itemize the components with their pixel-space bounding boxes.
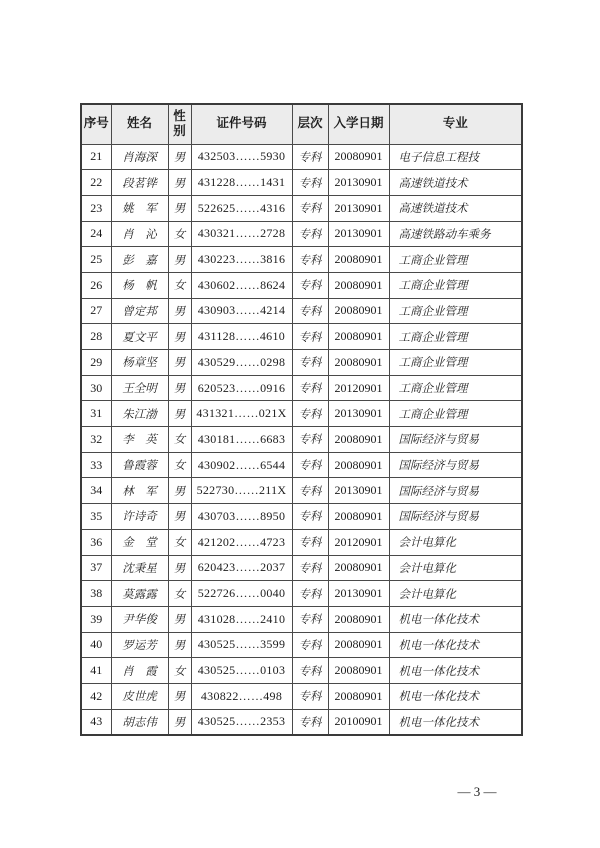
cell-level: 专科 <box>292 375 328 401</box>
cell-index: 31 <box>81 401 111 427</box>
cell-index: 37 <box>81 555 111 581</box>
cell-index: 43 <box>81 709 111 735</box>
cell-name: 胡志伟 <box>111 709 168 735</box>
cell-enroll-date: 20080901 <box>328 144 389 170</box>
cell-name: 曾定邦 <box>111 298 168 324</box>
cell-id-number: 430902……6544 <box>191 452 292 478</box>
cell-gender: 男 <box>168 298 191 324</box>
cell-index: 33 <box>81 452 111 478</box>
cell-enroll-date: 20080901 <box>328 247 389 273</box>
cell-name: 夏文平 <box>111 324 168 350</box>
cell-enroll-date: 20080901 <box>328 555 389 581</box>
cell-gender: 女 <box>168 529 191 555</box>
cell-id-number: 522625……4316 <box>191 195 292 221</box>
table-row <box>81 529 522 555</box>
cell-index: 22 <box>81 170 111 196</box>
table-body <box>81 144 522 735</box>
table-row <box>81 401 522 427</box>
cell-enroll-date: 20080901 <box>328 427 389 453</box>
cell-name: 莫露露 <box>111 581 168 607</box>
cell-gender: 男 <box>168 709 191 735</box>
table-header <box>81 104 522 144</box>
cell-index: 39 <box>81 606 111 632</box>
cell-gender: 男 <box>168 324 191 350</box>
cell-level: 专科 <box>292 221 328 247</box>
cell-major: 国际经济与贸易 <box>389 427 522 453</box>
cell-enroll-date: 20130901 <box>328 401 389 427</box>
table-row <box>81 452 522 478</box>
cell-level: 专科 <box>292 606 328 632</box>
cell-enroll-date: 20130901 <box>328 581 389 607</box>
cell-major: 机电一体化技术 <box>389 709 522 735</box>
cell-enroll-date: 20100901 <box>328 709 389 735</box>
cell-id-number: 430181……6683 <box>191 427 292 453</box>
column-header-enroll-date: 入学日期 <box>328 104 389 144</box>
cell-index: 42 <box>81 683 111 709</box>
table-row <box>81 195 522 221</box>
table-row <box>81 683 522 709</box>
cell-major: 工商企业管理 <box>389 247 522 273</box>
cell-enroll-date: 20130901 <box>328 478 389 504</box>
cell-id-number: 431028……2410 <box>191 606 292 632</box>
table-row <box>81 324 522 350</box>
table-row <box>81 555 522 581</box>
column-header-id-number: 证件号码 <box>191 104 292 144</box>
cell-level: 专科 <box>292 350 328 376</box>
cell-gender: 男 <box>168 555 191 581</box>
cell-gender: 女 <box>168 658 191 684</box>
cell-index: 41 <box>81 658 111 684</box>
cell-enroll-date: 20080901 <box>328 606 389 632</box>
cell-level: 专科 <box>292 555 328 581</box>
cell-level: 专科 <box>292 709 328 735</box>
cell-name: 尹华俊 <box>111 606 168 632</box>
cell-index: 27 <box>81 298 111 324</box>
cell-name: 肖海深 <box>111 144 168 170</box>
cell-name: 金 堂 <box>111 529 168 555</box>
cell-enroll-date: 20080901 <box>328 272 389 298</box>
cell-major: 会计电算化 <box>389 581 522 607</box>
cell-id-number: 431228……1431 <box>191 170 292 196</box>
cell-gender: 男 <box>168 247 191 273</box>
cell-name: 罗运芳 <box>111 632 168 658</box>
cell-major: 工商企业管理 <box>389 401 522 427</box>
cell-name: 李 英 <box>111 427 168 453</box>
cell-level: 专科 <box>292 170 328 196</box>
cell-major: 国际经济与贸易 <box>389 478 522 504</box>
cell-enroll-date: 20080901 <box>328 324 389 350</box>
cell-major: 工商企业管理 <box>389 350 522 376</box>
cell-gender: 女 <box>168 272 191 298</box>
cell-major: 电子信息工程技 <box>389 144 522 170</box>
cell-id-number: 522726……0040 <box>191 581 292 607</box>
cell-index: 35 <box>81 504 111 530</box>
column-header-index: 序号 <box>81 104 111 144</box>
cell-id-number: 430525……2353 <box>191 709 292 735</box>
table-header-row <box>81 104 522 144</box>
cell-enroll-date: 20080901 <box>328 658 389 684</box>
cell-enroll-date: 20120901 <box>328 529 389 555</box>
table-row <box>81 427 522 453</box>
cell-level: 专科 <box>292 658 328 684</box>
cell-name: 许诗奇 <box>111 504 168 530</box>
column-header-level: 层次 <box>292 104 328 144</box>
cell-enroll-date: 20080901 <box>328 350 389 376</box>
cell-gender: 女 <box>168 427 191 453</box>
cell-name: 朱江渤 <box>111 401 168 427</box>
cell-level: 专科 <box>292 529 328 555</box>
cell-level: 专科 <box>292 504 328 530</box>
cell-enroll-date: 20080901 <box>328 632 389 658</box>
cell-id-number: 432503……5930 <box>191 144 292 170</box>
cell-level: 专科 <box>292 195 328 221</box>
cell-id-number: 421202……4723 <box>191 529 292 555</box>
cell-level: 专科 <box>292 478 328 504</box>
cell-enroll-date: 20130901 <box>328 170 389 196</box>
cell-name: 杨 帆 <box>111 272 168 298</box>
cell-id-number: 430822……498 <box>191 683 292 709</box>
cell-id-number: 430529……0298 <box>191 350 292 376</box>
cell-level: 专科 <box>292 324 328 350</box>
cell-gender: 女 <box>168 221 191 247</box>
cell-name: 王全明 <box>111 375 168 401</box>
cell-name: 林 军 <box>111 478 168 504</box>
cell-major: 机电一体化技术 <box>389 632 522 658</box>
cell-name: 段茗铧 <box>111 170 168 196</box>
cell-major: 机电一体化技术 <box>389 683 522 709</box>
cell-level: 专科 <box>292 144 328 170</box>
cell-major: 高速铁道技术 <box>389 195 522 221</box>
cell-gender: 女 <box>168 581 191 607</box>
cell-index: 34 <box>81 478 111 504</box>
cell-enroll-date: 20130901 <box>328 221 389 247</box>
table-row <box>81 606 522 632</box>
cell-id-number: 430602……8624 <box>191 272 292 298</box>
cell-id-number: 620423……2037 <box>191 555 292 581</box>
cell-enroll-date: 20080901 <box>328 683 389 709</box>
cell-gender: 男 <box>168 683 191 709</box>
cell-name: 鲁霞蓉 <box>111 452 168 478</box>
cell-level: 专科 <box>292 581 328 607</box>
cell-name: 肖 沁 <box>111 221 168 247</box>
cell-index: 38 <box>81 581 111 607</box>
cell-major: 高速铁路动车乘务 <box>389 221 522 247</box>
cell-major: 机电一体化技术 <box>389 658 522 684</box>
table-row <box>81 272 522 298</box>
cell-index: 40 <box>81 632 111 658</box>
cell-name: 杨章坚 <box>111 350 168 376</box>
table-row <box>81 298 522 324</box>
cell-level: 专科 <box>292 401 328 427</box>
cell-id-number: 430321……2728 <box>191 221 292 247</box>
cell-gender: 男 <box>168 195 191 221</box>
cell-gender: 男 <box>168 478 191 504</box>
table-row <box>81 581 522 607</box>
cell-id-number: 620523……0916 <box>191 375 292 401</box>
cell-level: 专科 <box>292 247 328 273</box>
table-row <box>81 709 522 735</box>
cell-id-number: 430525……0103 <box>191 658 292 684</box>
cell-name: 肖 霞 <box>111 658 168 684</box>
column-header-major: 专业 <box>389 104 522 144</box>
cell-major: 机电一体化技术 <box>389 606 522 632</box>
cell-id-number: 522730……211X <box>191 478 292 504</box>
cell-index: 21 <box>81 144 111 170</box>
page-number: — 3 — <box>457 784 497 799</box>
cell-id-number: 430223……3816 <box>191 247 292 273</box>
cell-level: 专科 <box>292 272 328 298</box>
cell-enroll-date: 20080901 <box>328 298 389 324</box>
table-row <box>81 658 522 684</box>
cell-gender: 男 <box>168 401 191 427</box>
cell-index: 26 <box>81 272 111 298</box>
cell-name: 皮世虎 <box>111 683 168 709</box>
cell-index: 29 <box>81 350 111 376</box>
table-row <box>81 247 522 273</box>
cell-gender: 男 <box>168 504 191 530</box>
cell-level: 专科 <box>292 298 328 324</box>
cell-index: 23 <box>81 195 111 221</box>
table-row <box>81 170 522 196</box>
cell-gender: 男 <box>168 606 191 632</box>
cell-enroll-date: 20120901 <box>328 375 389 401</box>
column-header-name: 姓名 <box>111 104 168 144</box>
cell-level: 专科 <box>292 452 328 478</box>
table-row <box>81 375 522 401</box>
cell-id-number: 430525……3599 <box>191 632 292 658</box>
table-row <box>81 478 522 504</box>
cell-level: 专科 <box>292 683 328 709</box>
column-header-gender: 性别 <box>168 104 191 144</box>
cell-level: 专科 <box>292 632 328 658</box>
cell-major: 国际经济与贸易 <box>389 452 522 478</box>
cell-gender: 男 <box>168 170 191 196</box>
cell-major: 国际经济与贸易 <box>389 504 522 530</box>
cell-id-number: 430903……4214 <box>191 298 292 324</box>
cell-level: 专科 <box>292 427 328 453</box>
table-row <box>81 350 522 376</box>
cell-index: 36 <box>81 529 111 555</box>
cell-index: 28 <box>81 324 111 350</box>
cell-major: 工商企业管理 <box>389 272 522 298</box>
table-row <box>81 504 522 530</box>
cell-gender: 男 <box>168 144 191 170</box>
cell-gender: 女 <box>168 452 191 478</box>
table-row <box>81 632 522 658</box>
cell-index: 30 <box>81 375 111 401</box>
table-row <box>81 144 522 170</box>
cell-enroll-date: 20080901 <box>328 504 389 530</box>
cell-id-number: 431321……021X <box>191 401 292 427</box>
cell-major: 工商企业管理 <box>389 375 522 401</box>
student-table <box>80 103 523 736</box>
cell-name: 彭 嘉 <box>111 247 168 273</box>
cell-enroll-date: 20130901 <box>328 195 389 221</box>
cell-major: 会计电算化 <box>389 555 522 581</box>
cell-index: 25 <box>81 247 111 273</box>
cell-enroll-date: 20080901 <box>328 452 389 478</box>
table-row <box>81 221 522 247</box>
cell-name: 姚 军 <box>111 195 168 221</box>
cell-index: 24 <box>81 221 111 247</box>
cell-major: 会计电算化 <box>389 529 522 555</box>
cell-gender: 男 <box>168 375 191 401</box>
cell-id-number: 430703……8950 <box>191 504 292 530</box>
cell-name: 沈秉星 <box>111 555 168 581</box>
cell-index: 32 <box>81 427 111 453</box>
cell-gender: 男 <box>168 632 191 658</box>
cell-major: 工商企业管理 <box>389 298 522 324</box>
cell-major: 工商企业管理 <box>389 324 522 350</box>
cell-gender: 男 <box>168 350 191 376</box>
cell-major: 高速铁道技术 <box>389 170 522 196</box>
cell-id-number: 431128……4610 <box>191 324 292 350</box>
